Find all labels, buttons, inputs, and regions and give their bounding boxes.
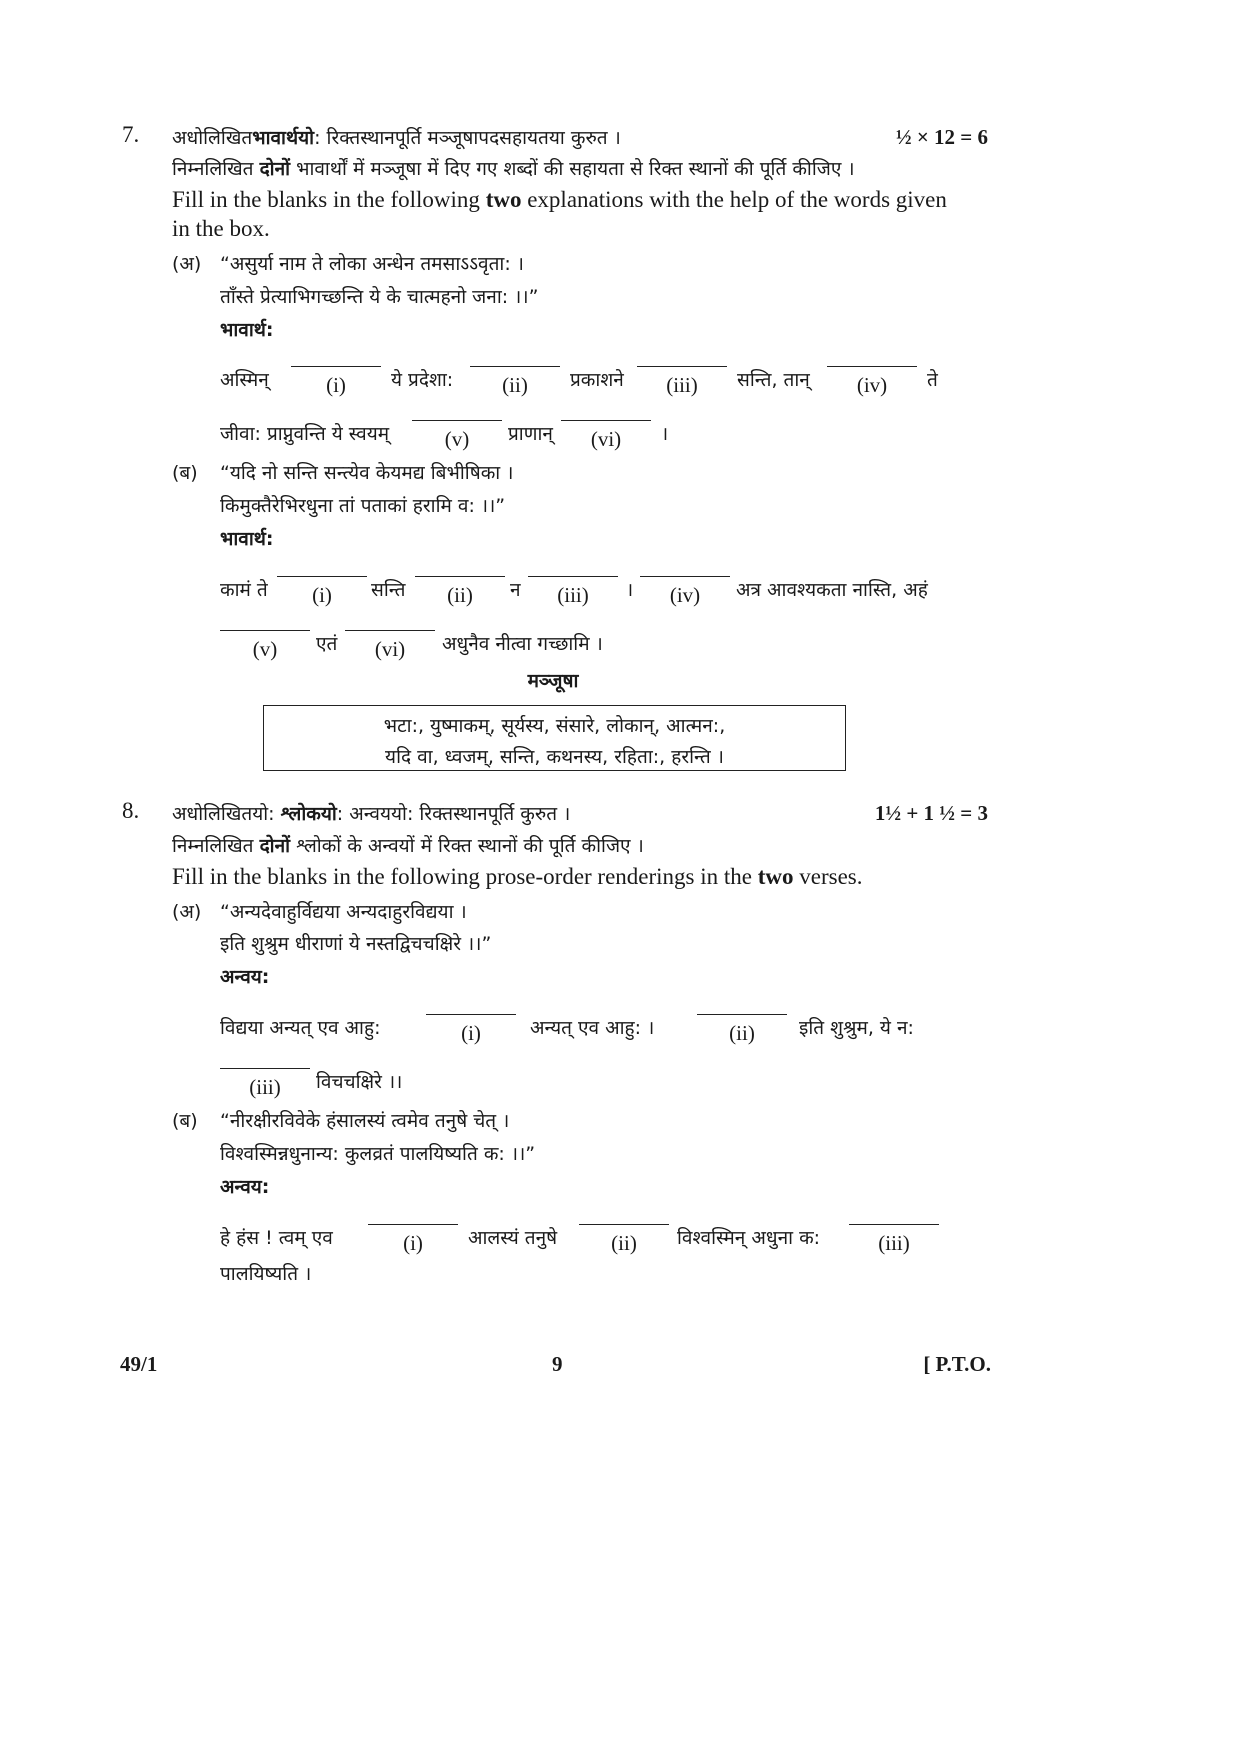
text-fragment: हे हंस ! त्वम् एव (220, 1227, 333, 1249)
blank-line (426, 1014, 516, 1015)
blank-line (637, 366, 727, 367)
blank-label: (i) (312, 583, 332, 607)
blank-label: (ii) (729, 1021, 755, 1045)
blank-label: (ii) (611, 1231, 637, 1255)
text-fragment: प्रकाशने (570, 369, 624, 391)
page-number: 9 (552, 1352, 563, 1376)
instruction-english: Fill in the blanks in the following prose-order renderings in the two verses. (172, 864, 863, 889)
text-fragment: जीवा: प्राप्नुवन्ति ये स्वयम् (220, 423, 390, 445)
text-fragment: विचचक्षिरे ।। (316, 1071, 403, 1093)
blank-line (368, 1224, 458, 1225)
blank-line (528, 576, 618, 577)
text-fragment: ये प्रदेशा: (391, 369, 454, 391)
blank-label: (iii) (666, 373, 698, 397)
verse-line: विश्वस्मिन्नधुनान्य: कुलव्रतं पालयिष्यति क: ।।” (220, 1143, 536, 1165)
verse-line: इति शुश्रुम धीराणां ये नस्तद्विचचक्षिरे ।।” (220, 933, 492, 955)
blank-line (697, 1014, 787, 1015)
instruction-english: Fill in the blanks in the following two explanations with the help of the words given (172, 187, 947, 212)
instruction-sanskrit: अधोलिखितभावार्थयो: रिक्तस्थानपूर्ति मञ्जूषापदसहायतया कुरुत । (172, 127, 621, 149)
text-fragment: सन्ति, तान् (737, 369, 810, 391)
blank-label: (iv) (669, 583, 701, 607)
question-number: 7. (122, 122, 140, 147)
verse-line: ताँस्ते प्रेत्याभिगच्छन्ति ये के चात्महनो जना: ।।” (220, 286, 539, 308)
pto-label: [ P.T.O. (923, 1352, 991, 1376)
text-fragment: न (510, 579, 521, 601)
text-fragment: । (626, 579, 634, 601)
verse-line: “यदि नो सन्ति सन्त्येव केयमद्य बिभीषिका । (220, 462, 514, 484)
blank-line (220, 1068, 310, 1069)
blank-label: (ii) (502, 373, 528, 397)
blank-line (412, 420, 502, 421)
verse-line: “अन्यदेवाहुर्विद्यया अन्यदाहुरविद्यया । (220, 901, 467, 923)
text-fragment: । (661, 423, 669, 445)
part-label: (अ) (172, 253, 202, 275)
text-fragment: प्राणान् (508, 423, 553, 445)
section-heading: अन्वय: (220, 966, 270, 988)
instruction-english-line2: in the box. (172, 216, 270, 241)
verse-line: “असुर्या नाम ते लोका अन्धेन तमसाऽऽवृता: । (220, 253, 524, 275)
text-fragment: आलस्यं तनुषे (468, 1227, 558, 1249)
blank-label: (iv) (856, 373, 888, 397)
blank-label: (iii) (249, 1075, 281, 1099)
part-label: (ब) (172, 462, 198, 484)
part-label: (अ) (172, 901, 202, 923)
blank-line (640, 576, 730, 577)
blank-line (561, 420, 651, 421)
text-fragment: इति शुश्रुम, ये न: (799, 1017, 914, 1039)
part-label: (ब) (172, 1110, 198, 1132)
blank-label: (vi) (374, 637, 406, 661)
text-fragment: अत्र आवश्यकता नास्ति, अहं (736, 579, 928, 601)
blank-label: (iii) (878, 1231, 910, 1255)
section-heading: अन्वय: (220, 1176, 270, 1198)
section-heading: भावार्थ: (220, 528, 274, 550)
marks: ½ × 12 = 6 (895, 125, 988, 149)
blank-label: (i) (326, 373, 346, 397)
section-heading: भावार्थ: (220, 319, 274, 341)
blank-line (827, 366, 917, 367)
blank-label: (i) (403, 1231, 423, 1255)
text-fragment: ते (927, 369, 938, 391)
box-line: यदि वा, ध्वजम्, सन्ति, कथनस्य, रहिता:, हरन्ति । (385, 746, 724, 768)
blank-line (415, 576, 505, 577)
blank-label: (i) (461, 1021, 481, 1045)
blank-line (470, 366, 560, 367)
blank-label: (vi) (590, 427, 622, 451)
word-box (263, 705, 846, 771)
text-fragment: विश्वस्मिन् अधुना क: (677, 1227, 821, 1249)
text-fragment: विद्यया अन्यत् एव आहु: (220, 1017, 381, 1039)
paper-code: 49/1 (120, 1352, 158, 1376)
text-fragment: अन्यत् एव आहु: । (530, 1017, 655, 1039)
text-fragment: अधुनैव नीत्वा गच्छामि । (442, 633, 603, 655)
blank-line (849, 1224, 939, 1225)
text-fragment: सन्ति (371, 579, 406, 601)
text-fragment: एतं (316, 633, 338, 655)
blank-label: (v) (444, 427, 470, 451)
blank-line (579, 1224, 669, 1225)
blank-label: (v) (252, 637, 278, 661)
blank-line (291, 366, 381, 367)
text-fragment: कामं ते (220, 579, 268, 601)
text-fragment: अस्मिन् (220, 369, 269, 391)
verse-line: किमुक्तैरेभिरधुना तां पताकां हरामि व: ।।” (220, 495, 506, 517)
verse-line: “नीरक्षीरविवेके हंसालस्यं त्वमेव तनुषे चेत् । (220, 1110, 510, 1132)
instruction-hindi: निम्नलिखित दोनों भावार्थों में मञ्जूषा में दिए गए शब्दों की सहायता से रिक्त स्थानों की पूर्ति कीजिए । (172, 158, 855, 180)
blank-line (345, 630, 435, 631)
blank-label: (ii) (447, 583, 473, 607)
marks: 1½ + 1 ½ = 3 (874, 801, 988, 825)
text-fragment: पालयिष्यति । (220, 1263, 312, 1285)
instruction-hindi: निम्नलिखित दोनों श्लोकों के अन्वयों में रिक्त स्थानों की पूर्ति कीजिए । (172, 835, 644, 857)
blank-label: (iii) (557, 583, 589, 607)
blank-line (277, 576, 367, 577)
blank-line (220, 630, 310, 631)
question-number: 8. (122, 798, 140, 823)
box-line: भटा:, युष्माकम्, सूर्यस्य, संसारे, लोकान्, आत्मन:, (383, 715, 726, 737)
instruction-sanskrit: अधोलिखितयो: श्लोकयो: अन्वययो: रिक्तस्थानपूर्ति कुरुत । (172, 803, 571, 825)
